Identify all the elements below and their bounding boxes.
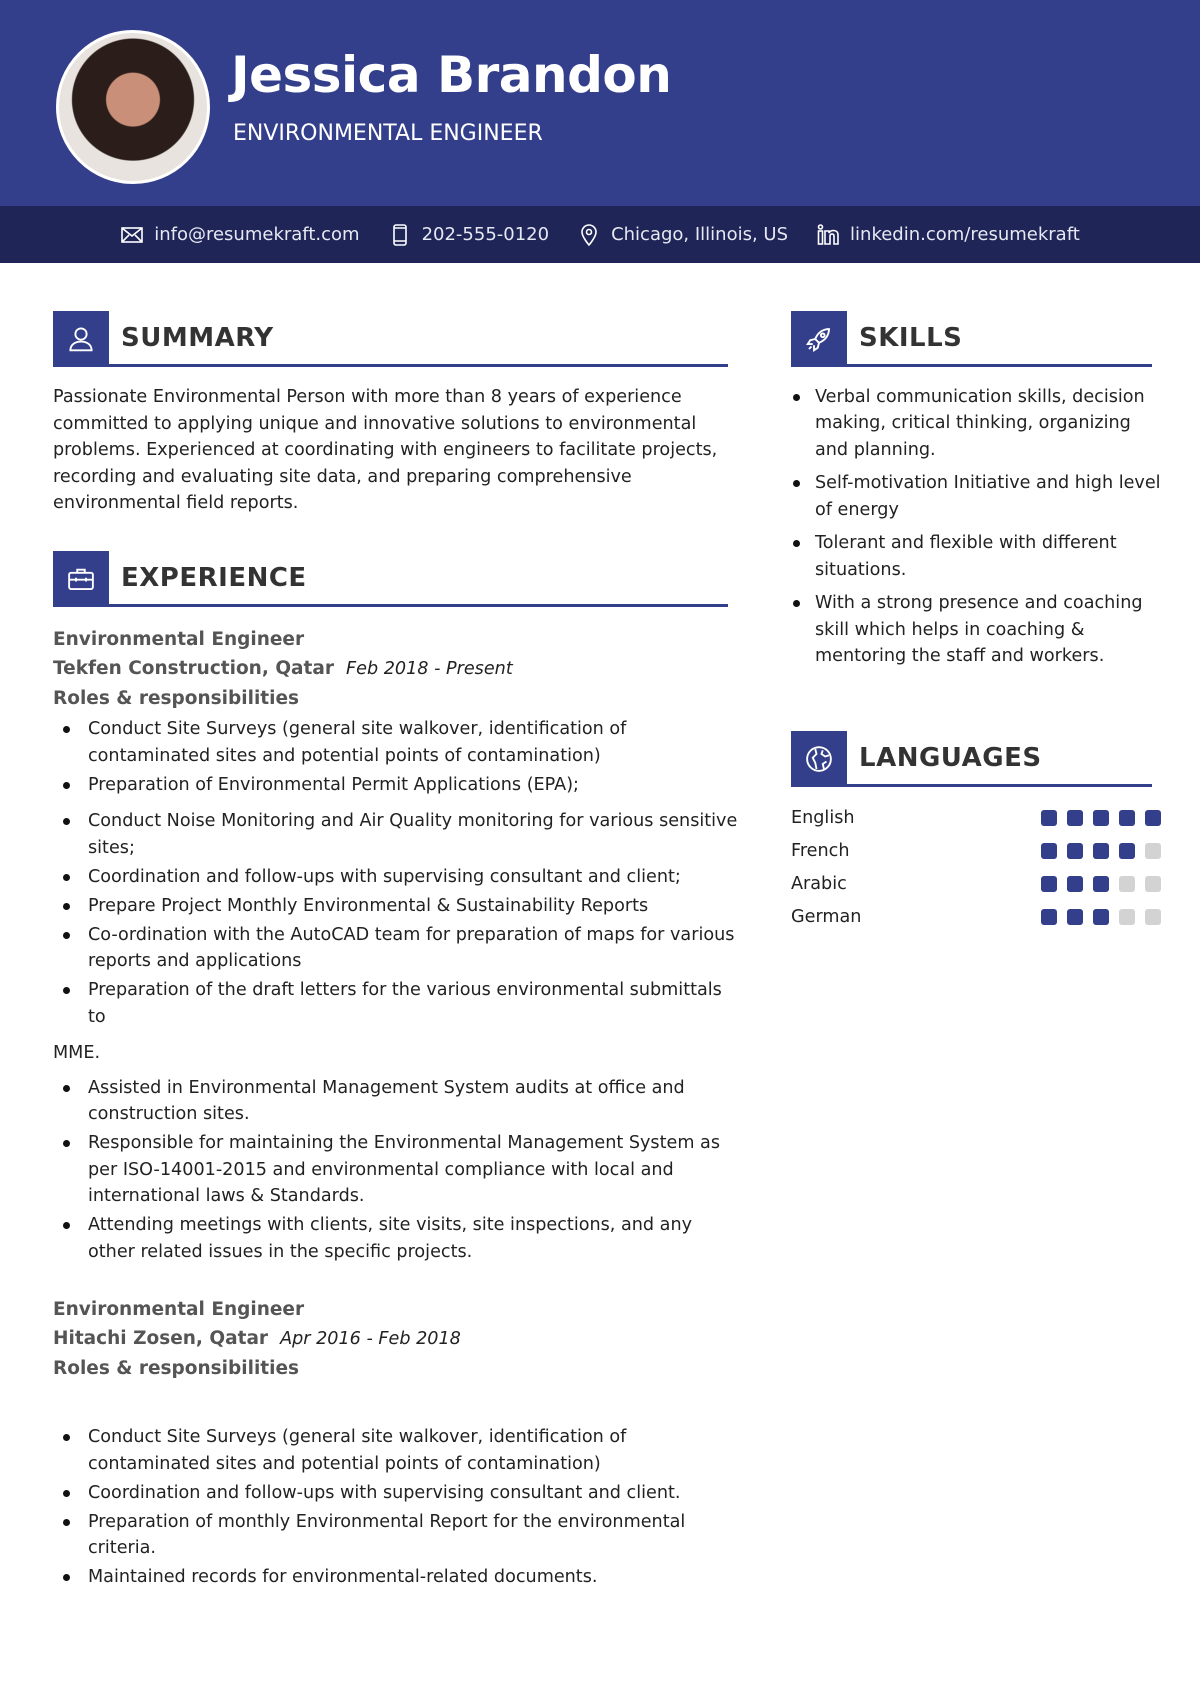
list-item: Preparation of Environmental Permit Applications (EPA);: [53, 772, 738, 799]
level-dot: [1145, 909, 1161, 925]
list-item: Coordination and follow-ups with supervising consultant and client;: [53, 864, 738, 891]
level-dot: [1041, 810, 1057, 826]
language-level: [1041, 876, 1161, 892]
level-dot: [1067, 810, 1083, 826]
job-company-line: [53, 654, 738, 684]
language-name: German: [791, 907, 862, 927]
profile-photo: [56, 30, 210, 184]
job-company: Tekfen Construction, Qatar: [53, 658, 334, 679]
list-item: Preparation of the draft letters for the various environmental submittals to: [53, 977, 738, 1030]
list-item: Conduct Site Surveys (general site walkover, identification of contaminated sites and potential points of contamination): [53, 1424, 738, 1477]
candidate-title: ENVIRONMENTAL ENGINEER: [233, 121, 543, 146]
job-company: Hitachi Zosen, Qatar: [53, 1328, 269, 1349]
level-dot: [1093, 843, 1109, 859]
skills-title: SKILLS: [859, 322, 963, 353]
list-item: Attending meetings with clients, site visits, site inspections, and any other related issues in the specific projects.: [53, 1212, 738, 1265]
languages-title: LANGUAGES: [859, 742, 1042, 773]
language-level: [1041, 810, 1161, 826]
contact-phone[interactable]: [388, 223, 550, 247]
skill-item: With a strong presence and coaching skill which helps in coaching & mentoring the staff and workers.: [791, 590, 1161, 670]
level-dot: [1119, 810, 1135, 826]
candidate-name: Jessica Brandon: [231, 46, 672, 104]
level-dot: [1067, 909, 1083, 925]
list-item: Co-ordination with the AutoCAD team for preparation of maps for various reports and applications: [53, 922, 738, 975]
job-2-bullets: [53, 1424, 738, 1591]
experience-title: EXPERIENCE: [121, 562, 307, 593]
level-dot: [1067, 876, 1083, 892]
skill-item: Self-motivation Initiative and high level of energy: [791, 470, 1161, 523]
list-item: Responsible for maintaining the Environmental Management System as per ISO-14001-2015 and environmental compliance with local and international laws & Standards.: [53, 1130, 738, 1210]
rocket-icon: [804, 324, 834, 354]
language-row: [791, 805, 1161, 831]
linkedin-text: linkedin.com/resumekraft: [850, 224, 1080, 245]
contact-email[interactable]: [120, 223, 359, 247]
level-dot: [1145, 843, 1161, 859]
list-item: Prepare Project Monthly Environmental & Sustainability Reports: [53, 893, 738, 920]
briefcase-icon: [66, 564, 96, 594]
level-dot: [1119, 876, 1135, 892]
summary-title: SUMMARY: [121, 322, 274, 353]
contact-bar: [0, 206, 1200, 263]
envelope-icon: [120, 223, 144, 247]
list-item: Assisted in Environmental Management System audits at office and construction sites.: [53, 1075, 738, 1128]
level-dot: [1093, 810, 1109, 826]
list-item: Conduct Noise Monitoring and Air Quality monitoring for various sensitive sites;: [53, 808, 738, 861]
roles-label: Roles & responsibilities: [53, 688, 300, 709]
level-dot: [1119, 909, 1135, 925]
language-name: English: [791, 808, 855, 828]
language-row: [791, 904, 1161, 930]
contact-location: [577, 223, 788, 247]
job-1-bullets: [53, 716, 738, 1030]
language-level: [1041, 843, 1161, 859]
job-1: [53, 625, 738, 1265]
skill-item: Tolerant and flexible with different situations.: [791, 530, 1161, 583]
level-dot: [1145, 810, 1161, 826]
language-name: Arabic: [791, 874, 847, 894]
location-text: Chicago, Illinois, US: [611, 224, 789, 245]
job-title: Environmental Engineer: [53, 1299, 305, 1320]
map-pin-icon: [577, 223, 601, 247]
list-item: Maintained records for environmental-related documents.: [53, 1564, 738, 1591]
level-dot: [1145, 876, 1161, 892]
list-item: Conduct Site Surveys (general site walkover, identification of contaminated sites and potential points of contamination): [53, 716, 738, 769]
language-row: [791, 871, 1161, 897]
email-text: info@resumekraft.com: [154, 224, 360, 245]
level-dot: [1041, 909, 1057, 925]
linkedin-icon: [816, 223, 840, 247]
note-text: MME.: [53, 1043, 101, 1063]
list-item: Preparation of monthly Environmental Report for the environmental criteria.: [53, 1509, 738, 1562]
job-title: Environmental Engineer: [53, 629, 305, 650]
language-name: French: [791, 841, 850, 861]
phone-icon: [388, 223, 412, 247]
experience-heading: [53, 551, 728, 607]
list-item: Coordination and follow-ups with supervising consultant and client.: [53, 1480, 738, 1507]
job-dates: Feb 2018 - Present: [346, 659, 513, 679]
job-2: [53, 1295, 738, 1591]
user-icon: [66, 324, 96, 354]
job-dates: Apr 2016 - Feb 2018: [280, 1329, 461, 1349]
summary-text: Passionate Environmental Person with more than 8 years of experience committed to applying unique and innovative solutions to environmental problems. Experienced at coordinating with engineers to facilitate projects, recording and evaluating site data, and preparing comprehensive environmental field reports.: [53, 387, 718, 513]
globe-icon: [804, 744, 834, 774]
level-dot: [1041, 876, 1057, 892]
contact-linkedin[interactable]: [816, 223, 1080, 247]
level-dot: [1093, 876, 1109, 892]
job-company-line: [53, 1324, 738, 1354]
roles-label: Roles & responsibilities: [53, 1358, 300, 1379]
language-level: [1041, 909, 1161, 925]
level-dot: [1067, 843, 1083, 859]
job-1-bullets-2: [53, 1075, 738, 1266]
level-dot: [1093, 909, 1109, 925]
skill-item: Verbal communication skills, decision making, critical thinking, organizing and planning.: [791, 384, 1161, 464]
level-dot: [1041, 843, 1057, 859]
level-dot: [1119, 843, 1135, 859]
skills-list: [791, 381, 1161, 670]
language-row: [791, 838, 1161, 864]
summary-heading: [53, 311, 728, 367]
languages-heading: [791, 731, 1152, 787]
phone-text: 202-555-0120: [421, 224, 550, 245]
skills-heading: [791, 311, 1152, 367]
